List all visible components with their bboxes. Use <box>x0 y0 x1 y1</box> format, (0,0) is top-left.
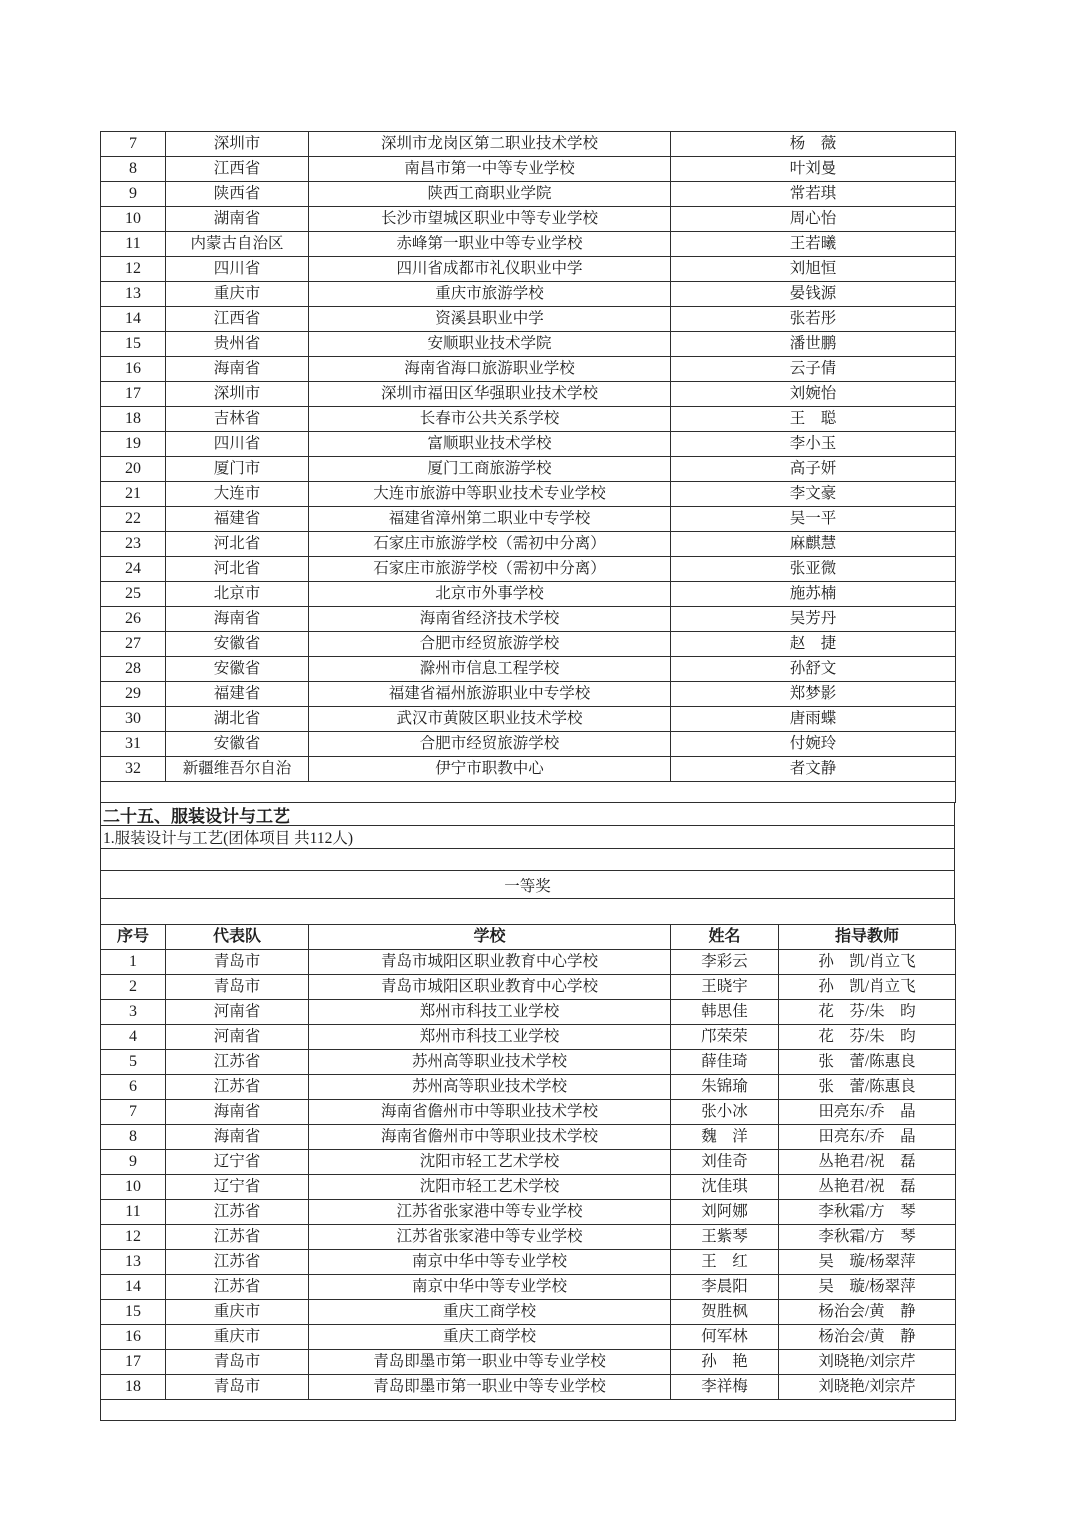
seq-cell: 23 <box>101 532 166 557</box>
header-name: 姓名 <box>671 925 779 950</box>
name-cell: 王晓宇 <box>671 975 779 1000</box>
seq-cell: 28 <box>101 657 166 682</box>
name-cell: 李晨阳 <box>671 1275 779 1300</box>
table-row <box>101 1325 956 1350</box>
school-cell: 重庆工商学校 <box>309 1325 671 1350</box>
name-cell: 麻麒慧 <box>671 532 956 557</box>
name-cell: 刘阿娜 <box>671 1200 779 1225</box>
table-row <box>101 232 956 257</box>
table-row <box>101 157 956 182</box>
table-row <box>101 1200 956 1225</box>
name-cell: 施苏楠 <box>671 582 956 607</box>
seq-cell: 17 <box>101 1350 166 1375</box>
empty-row <box>101 1400 956 1421</box>
seq-cell: 9 <box>101 182 166 207</box>
seq-cell: 11 <box>101 1200 166 1225</box>
school-cell: 北京市外事学校 <box>309 582 671 607</box>
teacher-cell: 田亮东/乔 晶 <box>779 1100 956 1125</box>
team-cell: 福建省 <box>166 682 309 707</box>
seq-cell: 10 <box>101 207 166 232</box>
name-cell: 王 聪 <box>671 407 956 432</box>
seq-cell: 18 <box>101 407 166 432</box>
name-cell: 唐雨蝶 <box>671 707 956 732</box>
teacher-cell: 孙 凯/肖立飞 <box>779 950 956 975</box>
table-row <box>101 607 956 632</box>
table-row <box>101 257 956 282</box>
seq-cell: 21 <box>101 482 166 507</box>
section-subtitle: 1.服装设计与工艺(团体项目 共112人) <box>100 826 955 849</box>
team-cell: 青岛市 <box>166 1350 309 1375</box>
seq-cell: 4 <box>101 1025 166 1050</box>
team-cell: 河南省 <box>166 1025 309 1050</box>
header-teacher: 指导教师 <box>779 925 956 950</box>
table-row <box>101 682 956 707</box>
team-cell: 深圳市 <box>166 132 309 157</box>
team-cell: 吉林省 <box>166 407 309 432</box>
team-cell: 辽宁省 <box>166 1175 309 1200</box>
teacher-cell: 田亮东/乔 晶 <box>779 1125 956 1150</box>
team-cell: 河南省 <box>166 1000 309 1025</box>
teacher-cell: 刘晓艳/刘宗芹 <box>779 1350 956 1375</box>
school-cell: 江苏省张家港中等专业学校 <box>309 1225 671 1250</box>
team-cell: 江苏省 <box>166 1225 309 1250</box>
team-cell: 江苏省 <box>166 1075 309 1100</box>
award-label: 一等奖 <box>100 871 955 899</box>
teacher-cell: 花 芬/朱 昀 <box>779 1000 956 1025</box>
name-cell: 吴芳丹 <box>671 607 956 632</box>
school-cell: 四川省成都市礼仪职业中学 <box>309 257 671 282</box>
teacher-cell: 吴 璇/杨翠萍 <box>779 1250 956 1275</box>
name-cell: 潘世鹏 <box>671 332 956 357</box>
name-cell: 张若彤 <box>671 307 956 332</box>
school-cell: 大连市旅游中等职业技术专业学校 <box>309 482 671 507</box>
team-cell: 河北省 <box>166 557 309 582</box>
table-row <box>101 1225 956 1250</box>
team-cell: 河北省 <box>166 532 309 557</box>
school-cell: 南京中华中等专业学校 <box>309 1250 671 1275</box>
upper-table-rows <box>101 132 956 782</box>
team-cell: 厦门市 <box>166 457 309 482</box>
team-cell: 北京市 <box>166 582 309 607</box>
seq-cell: 18 <box>101 1375 166 1400</box>
table-row <box>101 357 956 382</box>
table-row <box>101 975 956 1000</box>
name-cell: 刘佳奇 <box>671 1150 779 1175</box>
school-cell: 富顺职业技术学校 <box>309 432 671 457</box>
teacher-cell: 丛艳君/祝 磊 <box>779 1150 956 1175</box>
team-cell: 青岛市 <box>166 1375 309 1400</box>
seq-cell: 2 <box>101 975 166 1000</box>
team-cell: 海南省 <box>166 1100 309 1125</box>
table-row <box>101 1075 956 1100</box>
school-cell: 青岛即墨市第一职业中等专业学校 <box>309 1350 671 1375</box>
empty-row <box>101 782 956 803</box>
table-row <box>101 1150 956 1175</box>
school-cell: 合肥市经贸旅游学校 <box>309 732 671 757</box>
table-row <box>101 950 956 975</box>
team-cell: 重庆市 <box>166 1325 309 1350</box>
seq-cell: 31 <box>101 732 166 757</box>
seq-cell: 17 <box>101 382 166 407</box>
name-cell: 李彩云 <box>671 950 779 975</box>
school-cell: 青岛即墨市第一职业中等专业学校 <box>309 1375 671 1400</box>
seq-cell: 8 <box>101 157 166 182</box>
name-cell: 郑梦影 <box>671 682 956 707</box>
table-row <box>101 282 956 307</box>
seq-cell: 13 <box>101 282 166 307</box>
teacher-cell: 刘晓艳/刘宗芹 <box>779 1375 956 1400</box>
name-cell: 叶刘曼 <box>671 157 956 182</box>
school-cell: 苏州高等职业技术学校 <box>309 1075 671 1100</box>
seq-cell: 10 <box>101 1175 166 1200</box>
team-cell: 四川省 <box>166 257 309 282</box>
teacher-cell: 杨治会/黄 静 <box>779 1300 956 1325</box>
seq-cell: 20 <box>101 457 166 482</box>
name-cell: 王若曦 <box>671 232 956 257</box>
table-row <box>101 757 956 782</box>
seq-cell: 11 <box>101 232 166 257</box>
team-cell: 福建省 <box>166 507 309 532</box>
school-cell: 武汉市黄陂区职业技术学校 <box>309 707 671 732</box>
first-prize-table-header <box>101 925 956 950</box>
school-cell: 福建省福州旅游职业中专学校 <box>309 682 671 707</box>
school-cell: 安顺职业技术学院 <box>309 332 671 357</box>
teacher-cell: 孙 凯/肖立飞 <box>779 975 956 1000</box>
header-row <box>101 925 956 950</box>
school-cell: 南昌市第一中等专业学校 <box>309 157 671 182</box>
table-row <box>101 657 956 682</box>
name-cell: 王 红 <box>671 1250 779 1275</box>
name-cell: 孙舒文 <box>671 657 956 682</box>
name-cell: 薛佳琦 <box>671 1050 779 1075</box>
school-cell: 郑州市科技工业学校 <box>309 1025 671 1050</box>
upper-table-tail <box>101 782 956 803</box>
seq-cell: 25 <box>101 582 166 607</box>
seq-cell: 12 <box>101 257 166 282</box>
team-cell: 江苏省 <box>166 1250 309 1275</box>
school-cell: 海南省儋州市中等职业技术学校 <box>309 1100 671 1125</box>
table-row <box>101 632 956 657</box>
table-row <box>101 1050 956 1075</box>
seq-cell: 13 <box>101 1250 166 1275</box>
teacher-cell: 丛艳君/祝 磊 <box>779 1175 956 1200</box>
table-row <box>101 132 956 157</box>
school-cell: 深圳市福田区华强职业技术学校 <box>309 382 671 407</box>
name-cell: 李小玉 <box>671 432 956 457</box>
team-cell: 湖北省 <box>166 707 309 732</box>
team-cell: 新疆维吾尔自治 <box>166 757 309 782</box>
seq-cell: 7 <box>101 1100 166 1125</box>
seq-cell: 12 <box>101 1225 166 1250</box>
table-row <box>101 1250 956 1275</box>
team-cell: 安徽省 <box>166 657 309 682</box>
name-cell: 韩思佳 <box>671 1000 779 1025</box>
table-row <box>101 1275 956 1300</box>
teacher-cell: 张 蕾/陈惠良 <box>779 1075 956 1100</box>
section-block <box>100 803 955 924</box>
table-row <box>101 457 956 482</box>
seq-cell: 16 <box>101 357 166 382</box>
team-cell: 湖南省 <box>166 207 309 232</box>
name-cell: 何军林 <box>671 1325 779 1350</box>
name-cell: 邝荣荣 <box>671 1025 779 1050</box>
table-row <box>101 732 956 757</box>
team-cell: 大连市 <box>166 482 309 507</box>
name-cell: 者文静 <box>671 757 956 782</box>
table-row <box>101 207 956 232</box>
team-cell: 海南省 <box>166 357 309 382</box>
table-row <box>101 1175 956 1200</box>
table-row <box>101 407 956 432</box>
team-cell: 江西省 <box>166 157 309 182</box>
name-cell: 杨 薇 <box>671 132 956 157</box>
school-cell: 滁州市信息工程学校 <box>309 657 671 682</box>
name-cell: 刘旭恒 <box>671 257 956 282</box>
seq-cell: 16 <box>101 1325 166 1350</box>
name-cell: 付婉玲 <box>671 732 956 757</box>
seq-cell: 14 <box>101 307 166 332</box>
table-row <box>101 707 956 732</box>
name-cell: 李文豪 <box>671 482 956 507</box>
school-cell: 石家庄市旅游学校（需初中分离） <box>309 557 671 582</box>
table-row <box>101 1375 956 1400</box>
school-cell: 青岛市城阳区职业教育中心学校 <box>309 975 671 1000</box>
team-cell: 陕西省 <box>166 182 309 207</box>
team-cell: 青岛市 <box>166 950 309 975</box>
table-row <box>101 1125 956 1150</box>
school-cell: 郑州市科技工业学校 <box>309 1000 671 1025</box>
upper-results-table <box>100 131 956 803</box>
table-row <box>101 382 956 407</box>
header-seq: 序号 <box>101 925 166 950</box>
name-cell: 高子妍 <box>671 457 956 482</box>
school-cell: 长沙市望城区职业中等专业学校 <box>309 207 671 232</box>
table-row <box>101 182 956 207</box>
school-cell: 深圳市龙岗区第二职业技术学校 <box>309 132 671 157</box>
seq-cell: 30 <box>101 707 166 732</box>
seq-cell: 6 <box>101 1075 166 1100</box>
seq-cell: 27 <box>101 632 166 657</box>
school-cell: 陕西工商职业学院 <box>309 182 671 207</box>
name-cell: 云子倩 <box>671 357 956 382</box>
school-cell: 重庆工商学校 <box>309 1300 671 1325</box>
seq-cell: 8 <box>101 1125 166 1150</box>
table-row <box>101 332 956 357</box>
school-cell: 海南省经济技术学校 <box>309 607 671 632</box>
name-cell: 吴一平 <box>671 507 956 532</box>
team-cell: 江苏省 <box>166 1050 309 1075</box>
table-row <box>101 1300 956 1325</box>
name-cell: 赵 捷 <box>671 632 956 657</box>
team-cell: 四川省 <box>166 432 309 457</box>
teacher-cell: 张 蕾/陈惠良 <box>779 1050 956 1075</box>
school-cell: 合肥市经贸旅游学校 <box>309 632 671 657</box>
school-cell: 青岛市城阳区职业教育中心学校 <box>309 950 671 975</box>
name-cell: 周心怡 <box>671 207 956 232</box>
team-cell: 安徽省 <box>166 732 309 757</box>
school-cell: 资溪县职业中学 <box>309 307 671 332</box>
header-school: 学校 <box>309 925 671 950</box>
school-cell: 苏州高等职业技术学校 <box>309 1050 671 1075</box>
team-cell: 江苏省 <box>166 1200 309 1225</box>
seq-cell: 32 <box>101 757 166 782</box>
school-cell: 海南省儋州市中等职业技术学校 <box>309 1125 671 1150</box>
seq-cell: 9 <box>101 1150 166 1175</box>
school-cell: 重庆市旅游学校 <box>309 282 671 307</box>
name-cell: 王紫琴 <box>671 1225 779 1250</box>
name-cell: 刘婉怡 <box>671 382 956 407</box>
teacher-cell: 吴 璇/杨翠萍 <box>779 1275 956 1300</box>
seq-cell: 15 <box>101 1300 166 1325</box>
section-empty-row <box>100 899 955 924</box>
seq-cell: 15 <box>101 332 166 357</box>
team-cell: 深圳市 <box>166 382 309 407</box>
school-cell: 长春市公共关系学校 <box>309 407 671 432</box>
name-cell: 孙 艳 <box>671 1350 779 1375</box>
team-cell: 海南省 <box>166 1125 309 1150</box>
table-row <box>101 557 956 582</box>
school-cell: 赤峰第一职业中等专业学校 <box>309 232 671 257</box>
teacher-cell: 李秋霜/方 琴 <box>779 1225 956 1250</box>
name-cell: 贺胜枫 <box>671 1300 779 1325</box>
seq-cell: 22 <box>101 507 166 532</box>
name-cell: 李祥梅 <box>671 1375 779 1400</box>
section-empty-row <box>100 849 955 871</box>
team-cell: 海南省 <box>166 607 309 632</box>
seq-cell: 3 <box>101 1000 166 1025</box>
table-row <box>101 1025 956 1050</box>
team-cell: 辽宁省 <box>166 1150 309 1175</box>
table-row <box>101 307 956 332</box>
name-cell: 沈佳琪 <box>671 1175 779 1200</box>
team-cell: 重庆市 <box>166 282 309 307</box>
name-cell: 晏钱源 <box>671 282 956 307</box>
school-cell: 海南省海口旅游职业学校 <box>309 357 671 382</box>
table-row <box>101 582 956 607</box>
table-row <box>101 1350 956 1375</box>
school-cell: 沈阳市轻工艺术学校 <box>309 1175 671 1200</box>
team-cell: 江苏省 <box>166 1275 309 1300</box>
team-cell: 重庆市 <box>166 1300 309 1325</box>
teacher-cell: 花 芬/朱 昀 <box>779 1025 956 1050</box>
name-cell: 张亚微 <box>671 557 956 582</box>
empty-cell <box>101 782 956 803</box>
header-team: 代表队 <box>166 925 309 950</box>
school-cell: 厦门工商旅游学校 <box>309 457 671 482</box>
first-prize-table-tail <box>101 1400 956 1421</box>
table-row <box>101 1000 956 1025</box>
teacher-cell: 李秋霜/方 琴 <box>779 1200 956 1225</box>
first-prize-table <box>100 924 956 1421</box>
school-cell: 南京中华中等专业学校 <box>309 1275 671 1300</box>
table-row <box>101 532 956 557</box>
document-body <box>100 131 955 1421</box>
table-row <box>101 507 956 532</box>
seq-cell: 26 <box>101 607 166 632</box>
seq-cell: 1 <box>101 950 166 975</box>
school-cell: 江苏省张家港中等专业学校 <box>309 1200 671 1225</box>
school-cell: 福建省漳州第二职业中专学校 <box>309 507 671 532</box>
teacher-cell: 杨治会/黄 静 <box>779 1325 956 1350</box>
school-cell: 沈阳市轻工艺术学校 <box>309 1150 671 1175</box>
section-title: 二十五、服装设计与工艺 <box>100 803 955 826</box>
team-cell: 安徽省 <box>166 632 309 657</box>
table-row <box>101 482 956 507</box>
seq-cell: 14 <box>101 1275 166 1300</box>
first-prize-table-rows <box>101 950 956 1400</box>
team-cell: 青岛市 <box>166 975 309 1000</box>
table-row <box>101 1100 956 1125</box>
name-cell: 张小冰 <box>671 1100 779 1125</box>
empty-cell <box>101 1400 956 1421</box>
team-cell: 内蒙古自治区 <box>166 232 309 257</box>
school-cell: 伊宁市职教中心 <box>309 757 671 782</box>
seq-cell: 29 <box>101 682 166 707</box>
name-cell: 常若琪 <box>671 182 956 207</box>
seq-cell: 19 <box>101 432 166 457</box>
name-cell: 朱锦瑜 <box>671 1075 779 1100</box>
team-cell: 江西省 <box>166 307 309 332</box>
school-cell: 石家庄市旅游学校（需初中分离） <box>309 532 671 557</box>
seq-cell: 5 <box>101 1050 166 1075</box>
seq-cell: 24 <box>101 557 166 582</box>
table-row <box>101 432 956 457</box>
team-cell: 贵州省 <box>166 332 309 357</box>
name-cell: 魏 洋 <box>671 1125 779 1150</box>
seq-cell: 7 <box>101 132 166 157</box>
